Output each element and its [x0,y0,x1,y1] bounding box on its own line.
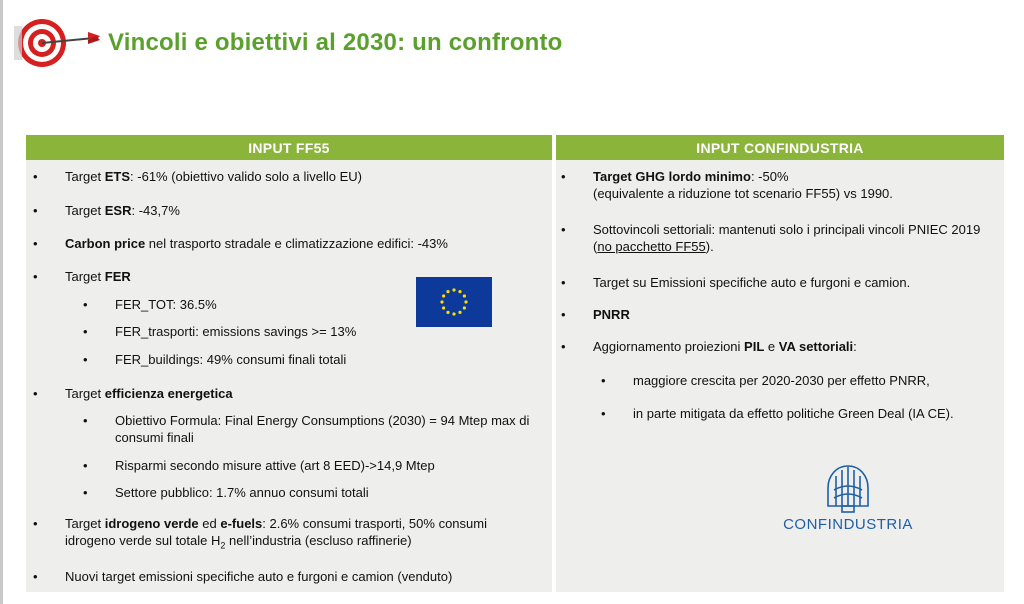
confindustria-shell-icon [824,462,872,514]
sub-item-settore-pubblico: • Settore pubblico: 1.7% annuo consumi totali [83,485,369,500]
bullet: • [33,169,38,184]
list-item-efficienza: • Target efficienza energetica [33,386,233,401]
confindustria-logo [780,462,916,540]
eu-flag-icon [416,277,492,327]
bullet: • [33,203,38,218]
bullet: • [33,516,38,531]
list-item-ets: • Target ETS: -61% (obiettivo valido solo a livello EU) [33,169,362,184]
bullet: • [561,169,566,184]
list-item-aggiornamento: • Aggiornamento proiezioni PIL e VA settoriali: [561,339,857,354]
sub-item-obiettivo-formula: • Obiettivo Formula: Final Energy Consumptions (2030) = 94 Mtep max di consumi finali [83,413,530,445]
list-item-esr: • Target ESR: -43,7% [33,203,180,218]
bullet: • [601,406,606,421]
bullet: • [83,458,88,473]
bullet: • [33,269,38,284]
list-item-emissioni: • Target su Emissioni specifiche auto e furgoni e camion. [561,275,911,290]
sub-item-fer-tot: • FER_TOT: 36.5% [83,297,217,312]
bullet: • [83,324,88,339]
list-item-pnrr: • PNRR [561,307,630,322]
bullet: • [33,569,38,584]
slide-title: Vincoli e obiettivi al 2030: un confronto [108,29,563,56]
bullet: • [83,352,88,367]
bullet: • [561,222,566,237]
sub-item-fer-trasporti: • FER_trasporti: emissions savings >= 13% [83,324,357,339]
list-item-idrogeno: • Target idrogeno verde ed e-fuels: 2.6% consumi trasporti, 50% consumi idrogeno verde sul totale $H_2$ nell’industria (escluso raffinerie) [33,516,487,551]
bullet: • [561,339,566,354]
bullet: • [33,236,38,251]
sub-item-risparmi: • Risparmi secondo misure attive (art 8 EED)->14,9 Mtep [83,458,435,473]
bullet: • [561,275,566,290]
bullet: • [561,307,566,322]
left-column [26,160,552,592]
bullet: • [83,297,88,312]
sub-item-crescita: • maggiore crescita per 2020-2030 per effetto PNRR, [601,373,930,388]
confindustria-wordmark: CONFINDUSTRIA [783,516,913,533]
list-item-ghg: • Target GHG lordo minimo: -50% (equivalente a riduzione tot scenario FF55) vs 1990. [561,169,893,201]
bullet: • [83,413,88,428]
bullet: • [601,373,606,388]
bullet: • [83,485,88,500]
list-item-sottovincoli: • Sottovincoli settoriali: mantenuti solo i principali vincoli PNIEC 2019 (no pacchetto FF55). [561,222,981,254]
sub-item-fer-buildings: • FER_buildings: 49% consumi finali totali [83,352,347,367]
list-item-fer: • Target FER [33,269,131,284]
list-item-carbon-price: • Carbon price nel trasporto stradale e climatizzazione edifici: -43% [33,236,448,251]
slide-left-border [0,0,3,604]
sub-item-green-deal: • in parte mitigata da effetto politiche Green Deal (IA CE). [601,406,954,421]
header-input-confindustria: INPUT CONFINDUSTRIA [556,135,1004,160]
header-input-ff55: INPUT FF55 [26,135,552,160]
list-item-nuovi-target: • Nuovi target emissioni specifiche auto e furgoni e camion (venduto) [33,569,453,584]
target-arrow-icon [12,16,102,70]
bullet: • [33,386,38,401]
